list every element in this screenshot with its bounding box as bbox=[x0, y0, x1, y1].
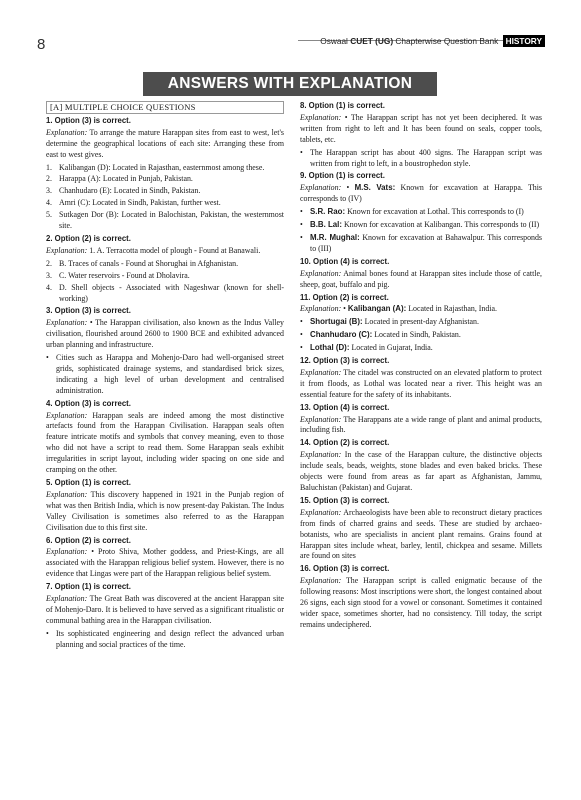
explanation-text: Archaeologists have been able to reconstruct dietary practices from finds of charred grains and seeds. These are studied by archaeo-botanists, who are specialists in ancient plant remains. Grains found at Harappan sites include wheat, barley, lentil, chickpea and sesame. Millets are found on sites bbox=[300, 507, 542, 561]
page-number: 8 bbox=[37, 36, 46, 53]
answer-11-explanation: Explanation: • Kalibangan (A): Located in Rajasthan, India. bbox=[300, 304, 497, 314]
answer-16-explanation bbox=[300, 576, 542, 631]
item-number: 1. bbox=[46, 162, 52, 172]
item-label: Chanhudaro (C): bbox=[310, 330, 373, 340]
answer-1-explanation bbox=[46, 128, 284, 161]
answer-7-explanation bbox=[46, 594, 284, 627]
answer-14-option: 14. Option (2) is correct. bbox=[300, 438, 390, 448]
explanation-label: Explanation: bbox=[46, 547, 88, 557]
item-text: B. Traces of canals - Found at Shorughai in Afghanistan. bbox=[59, 258, 239, 268]
item-text: Located in Sindh, Pakistan. bbox=[374, 330, 461, 340]
bullet-icon: • bbox=[300, 147, 303, 157]
explanation-text: Proto Shiva, Mother goddess, and Priest-Kings, are all associated with the Harappan religious belief system. However, there is no evidence that Lingas were part of the Harappan religious belief system. bbox=[46, 547, 284, 579]
bullet-icon: • bbox=[300, 330, 303, 340]
subject-tag: HISTORY bbox=[503, 35, 545, 47]
answer-13-option: 13. Option (4) is correct. bbox=[300, 402, 390, 412]
bullet-text: The Harappan script has about 400 signs. The Harappan script was written from right to left, in a boustrophedon style. bbox=[310, 147, 542, 168]
item-number: 3. bbox=[46, 270, 52, 280]
answer-2-option: 2. Option (2) is correct. bbox=[46, 233, 131, 243]
answer-2-explanation bbox=[46, 246, 284, 257]
explanation-text: The Harappan script is called enigmatic because of the following reasons: Most inscriptions were short, the longest contained about 26 signs, each sign stood for a vowel or consonant. Sometimes it contained wider space, sometimes shorter, had no consistency. Till today, the script remains undeciphered. bbox=[300, 576, 542, 629]
answer-16-option: 16. Option (3) is correct. bbox=[300, 564, 390, 574]
explanation-text: Harappan seals are indeed among the most distinctive artefacts found from the Harappan Civilisation. Harappan seals often feature intricate motifs and symbols that convey meaning, even to those who did not have a script to read them. Some Harappan seals exhibit irregularities in script layout, including wider spacing on one side and cramping on the other. bbox=[46, 410, 284, 475]
explanation-label: Explanation: bbox=[300, 507, 342, 517]
bullet-icon: • bbox=[46, 628, 49, 638]
item-label: M.R. Mughal: bbox=[310, 232, 360, 242]
section-heading: [A] MULTIPLE CHOICE QUESTIONS bbox=[46, 101, 284, 114]
explanation-text: The citadel was constructed on an elevated platform to protect it from floods, as Lothal was located near a river. This height was an essential feature for the safety of its inhabitants. bbox=[300, 367, 542, 399]
item-text: C. Water reservoirs - Found at Dholavira. bbox=[59, 270, 190, 280]
item-text: Known for excavation at Bahawalpur. This corresponds to (III) bbox=[310, 232, 543, 253]
explanation-label: Explanation: bbox=[300, 304, 342, 314]
item-text: Amri (C): Located in Sindh, Pakistan, further west. bbox=[59, 198, 221, 208]
answer-4-option: 4. Option (3) is correct. bbox=[46, 398, 131, 408]
item-text: Known for excavation at Kalibangan. This corresponds to (II) bbox=[344, 220, 540, 230]
list-item bbox=[46, 271, 284, 282]
item-text: Located in Rajasthan, India. bbox=[408, 304, 497, 314]
answer-7-option: 7. Option (1) is correct. bbox=[46, 582, 131, 592]
item-number: 5. bbox=[46, 210, 52, 220]
bullet-icon: • bbox=[300, 207, 303, 217]
explanation-label: Explanation: bbox=[46, 410, 88, 420]
right-column bbox=[300, 101, 542, 633]
answer-4-explanation bbox=[46, 411, 284, 476]
explanation-label: Explanation: bbox=[300, 576, 342, 586]
item-text: Chanhudaro (E): Located in Sindh, Pakistan. bbox=[59, 186, 201, 196]
explanation-label: Explanation: bbox=[300, 268, 342, 278]
list-item bbox=[46, 174, 284, 185]
section-banner: ANSWERS WITH EXPLANATION bbox=[143, 72, 437, 96]
page-header bbox=[0, 30, 581, 56]
answer-12-option: 12. Option (3) is correct. bbox=[300, 356, 390, 366]
item-number: 2. bbox=[46, 174, 52, 184]
bullet-item bbox=[46, 629, 284, 651]
item-text: Known for excavation at Harappa. This corresponds to (IV) bbox=[300, 183, 542, 204]
explanation-label: Explanation: bbox=[46, 489, 88, 499]
explanation-text: In the case of the Harappan culture, the distinctive objects include seals, beads, weights, stone blades and even baked bricks. These objects were found from areas as far apart as Afghanistan, Jammu, Baluchistan (Pakistan) and Gujarat. bbox=[300, 450, 542, 492]
answer-12-explanation bbox=[300, 368, 542, 401]
item-label: B.B. Lal: bbox=[310, 220, 343, 230]
bullet-item bbox=[300, 233, 542, 255]
bullet-item bbox=[300, 207, 542, 218]
bullet-item bbox=[300, 330, 542, 341]
explanation-label: Explanation: bbox=[46, 127, 88, 137]
item-text: Located in present-day Afghanistan. bbox=[364, 317, 479, 327]
explanation-text: The Harappan script has not yet been deciphered. It was written from right to left and It has been found on seals, copper tools, tablets, etc. bbox=[300, 112, 542, 144]
brand-name: Oswaal bbox=[320, 36, 348, 46]
item-text: Known for excavation at Lothal. This corresponds to (I) bbox=[347, 207, 524, 217]
item-number: 4. bbox=[46, 282, 52, 292]
item-number: 3. bbox=[46, 186, 52, 196]
list-item bbox=[46, 259, 284, 270]
header-caption bbox=[320, 36, 545, 46]
bullet-icon: • bbox=[300, 220, 303, 230]
item-text: Harappa (A): Located in Punjab, Pakistan. bbox=[59, 174, 193, 184]
bullet-item bbox=[300, 317, 542, 328]
explanation-text: 1. A. Terracotta model of plough - Found at Banawali. bbox=[89, 245, 261, 255]
explanation-text: To arrange the mature Harappan sites from east to west, let's determine the geographical locations of each site: Arranging these from east to west gives. bbox=[46, 127, 284, 159]
explanation-label: Explanation: bbox=[300, 450, 342, 460]
bullet-icon: • bbox=[300, 343, 303, 353]
answer-13-explanation bbox=[300, 415, 542, 437]
bullet-icon: • bbox=[300, 232, 303, 242]
list-item bbox=[46, 163, 284, 174]
bullet-icon: • bbox=[46, 353, 49, 363]
item-text: Sutkagen Dor (B): Located in Balochistan, Pakistan, the westernmost site. bbox=[59, 210, 284, 231]
bullet-item bbox=[300, 220, 542, 231]
left-column bbox=[46, 101, 284, 653]
explanation-text: The Harappan civilisation, also known as the Indus Valley civilisation, flourished around 2600 to 1900 BCE and exhibited advanced urban planning and infrastructure. bbox=[46, 318, 284, 350]
item-number: 4. bbox=[46, 198, 52, 208]
list-item bbox=[46, 198, 284, 209]
bullet-item bbox=[300, 148, 542, 170]
item-label: S.R. Rao: bbox=[310, 207, 346, 217]
item-label: Shortugai (B): bbox=[310, 317, 363, 327]
answer-9-explanation: Explanation: • M.S. Vats: Known for excavation at Harappa. This corresponds to (IV) bbox=[300, 183, 542, 204]
explanation-text: This discovery happened in 1921 in the Punjab region of what was then British India, which is now present-day Pakistan. The Indus Valley Civilisation is sometimes also referred to as the Harappan Civilisation due to this first site. bbox=[46, 489, 284, 532]
answer-15-explanation bbox=[300, 508, 542, 563]
explanation-label: Explanation: bbox=[300, 414, 342, 424]
answer-14-explanation bbox=[300, 450, 542, 494]
answer-5-option: 5. Option (1) is correct. bbox=[46, 478, 131, 487]
answer-6-explanation: Explanation: • Proto Shiva, Mother goddess, and Priest-Kings, are all associated with the Harappan religious belief system. However, there is no evidence that Lingas were part of the Harappan religious belief system. bbox=[46, 547, 284, 579]
answer-10-explanation bbox=[300, 269, 542, 291]
answer-3-option: 3. Option (3) is correct. bbox=[46, 306, 131, 316]
exam-name: CUET (UG) bbox=[350, 36, 394, 46]
answer-8-option: 8. Option (1) is correct. bbox=[300, 101, 385, 110]
bullet-item bbox=[46, 353, 284, 397]
answer-8-explanation: Explanation: • The Harappan script has not yet been deciphered. It was written from right to left and It has been found on seals, copper tools, tablets, etc. bbox=[300, 112, 542, 144]
item-label: M.S. Vats: bbox=[354, 183, 396, 193]
answer-9-option: 9. Option (1) is correct. bbox=[300, 171, 385, 181]
answer-1-option: 1. Option (3) is correct. bbox=[46, 115, 131, 125]
answer-6-option: 6. Option (2) is correct. bbox=[46, 535, 131, 545]
explanation-text: Animal bones found at Harappan sites include those of cattle, sheep, goat, buffalo and pig. bbox=[300, 268, 542, 289]
item-text: Kalibangan (D): Located in Rajasthan, easternmost among these. bbox=[59, 162, 265, 172]
answer-10-option: 10. Option (4) is correct. bbox=[300, 256, 390, 266]
answer-15-option: 15. Option (3) is correct. bbox=[300, 495, 390, 505]
answer-3-explanation: Explanation: • The Harappan civilisation, also known as the Indus Valley civilisation, flourished around 2600 to 1900 BCE and exhibited advanced urban planning and infrastructure. bbox=[46, 318, 284, 350]
bullet-icon: • bbox=[300, 317, 303, 327]
explanation-label: Explanation: bbox=[46, 245, 88, 255]
item-number: 2. bbox=[46, 258, 52, 268]
explanation-text: The Great Bath was discovered at the ancient Harappan site of Mohenjo-Daro. It is believed to have served as a significant ritualistic or communal bathing area in the Harappan civilisation. bbox=[46, 594, 284, 625]
bullet-item bbox=[300, 343, 542, 354]
item-text: D. Shell objects - Associated with Nageshwar (known for shell-working) bbox=[59, 282, 284, 303]
item-label: Lothal (D): bbox=[310, 343, 350, 353]
explanation-label: Explanation: bbox=[46, 318, 88, 328]
list-item bbox=[46, 283, 284, 305]
list-item bbox=[46, 186, 284, 197]
bullet-text: Its sophisticated engineering and design reflect the advanced urban planning and social practices of the time. bbox=[56, 628, 284, 649]
explanation-label: Explanation: bbox=[46, 594, 88, 604]
answer-11-option: 11. Option (2) is correct. bbox=[300, 292, 389, 302]
explanation-label: Explanation: bbox=[300, 367, 342, 377]
answer-5-explanation bbox=[46, 490, 284, 534]
explanation-label: Explanation: bbox=[300, 112, 342, 122]
explanation-text: The Harappans ate a wide range of plant and animal products, including fish. bbox=[300, 414, 542, 435]
item-label: Kalibangan (A): bbox=[347, 304, 407, 314]
list-item bbox=[46, 210, 284, 232]
bullet-text: Cities such as Harappa and Mohenjo-Daro had well-organised street grids, sophisticated drainage systems, and standardised brick sizes, indicating a high level of urban development and centralised administration. bbox=[56, 353, 284, 395]
explanation-label: Explanation: bbox=[300, 183, 342, 193]
item-text: Located in Gujarat, India. bbox=[351, 343, 433, 353]
book-caption: Chapterwise Question Bank bbox=[395, 36, 499, 46]
